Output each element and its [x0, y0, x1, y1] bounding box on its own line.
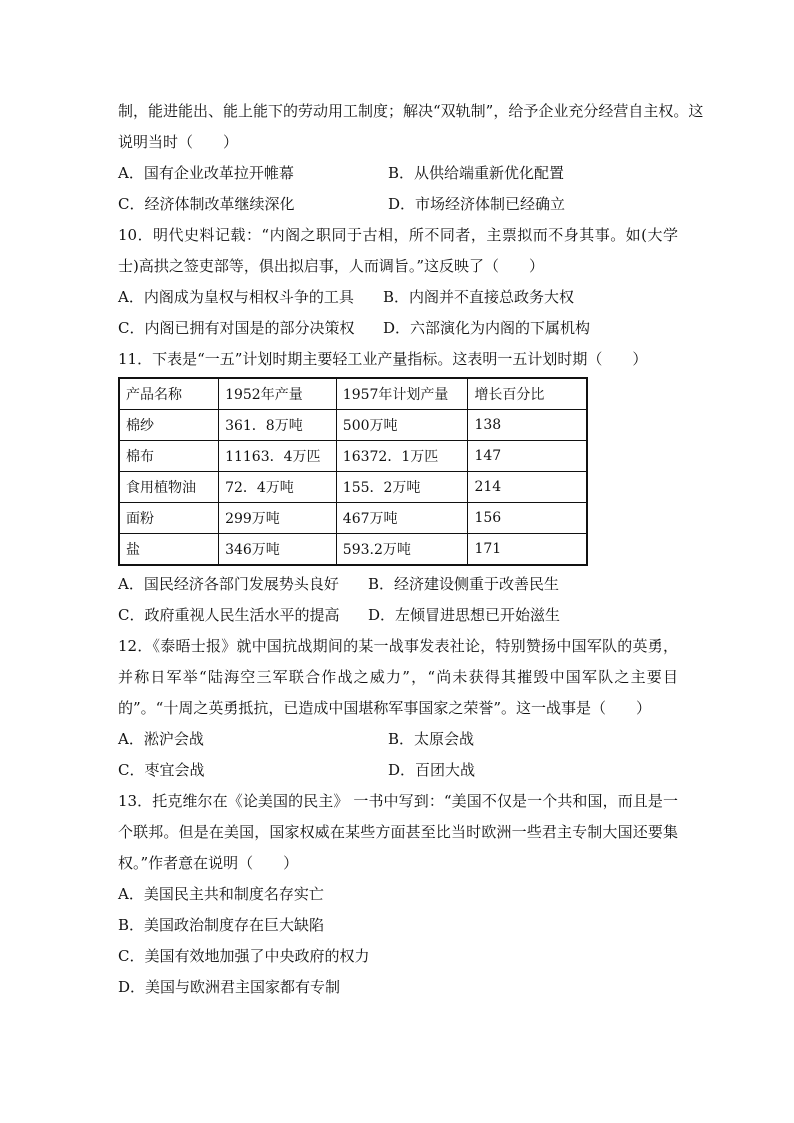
q10-option-b: B．内阁并不直接总政务大权 [383, 288, 575, 306]
q11-option-b: B．经济建设侧重于改善民生 [368, 575, 560, 593]
q9-option-a: A．国有企业改革拉开帷幕 [118, 164, 294, 182]
table-cell: 214 [468, 472, 587, 503]
table-cell: 500万吨 [336, 410, 468, 441]
table-cell: 593.2万吨 [336, 534, 468, 566]
table-header-cell: 产品名称 [119, 378, 219, 410]
q12-option-a: A．淞沪会战 [118, 730, 204, 748]
q12-text: 12．《泰晤士报》就中国抗战期间的某一战事发表社论，特别赞扬中国军队的英勇，并称日军举“陆海空三军联合作战之威力”，“尚未获得其摧毁中国军队之主要目的”。“十周之英勇抵抗，已造成中国堪称军事国家之荣誉”。这一战事是（ ） [118, 637, 678, 717]
table-cell: 棉纱 [119, 410, 219, 441]
q12-options-row1 [118, 724, 678, 755]
q10-options-row2 [118, 313, 678, 344]
table-row [119, 503, 587, 534]
q11-option-c: C．政府重视人民生活水平的提高 [118, 606, 340, 624]
table-cell: 147 [468, 441, 587, 472]
table-cell: 食用植物油 [119, 472, 219, 503]
q13-option-d: D．美国与欧洲君主国家都有专制 [118, 978, 341, 996]
table-header-cell: 1957年计划产量 [336, 378, 468, 410]
table-cell: 155．2万吨 [336, 472, 468, 503]
q11-text: 11．下表是“一五”计划时期主要轻工业产量指标。这表明一五计划时期（ ） [118, 350, 648, 368]
q10-option-c: C．内阁已拥有对国是的部分决策权 [118, 319, 355, 337]
table-header-cell: 增长百分比 [468, 378, 587, 410]
q13-option-b: B．美国政治制度存在巨大缺陷 [118, 916, 325, 934]
q13-text: 13．托克维尔在《论美国的民主》 一书中写到：“美国不仅是一个共和国，而且是一个联邦。但是在美国，国家权威在某些方面甚至比当时欧洲一些君主专制大国还要集权。”作者意在说明（ ） [118, 792, 678, 872]
table-cell: 138 [468, 410, 587, 441]
q9-option-b: B．从供给端重新优化配置 [388, 164, 565, 182]
table-cell: 72．4万吨 [219, 472, 337, 503]
table-cell: 16372．1万匹 [336, 441, 468, 472]
q12-option-b: B．太原会战 [388, 730, 475, 748]
q10-options-row1 [118, 282, 678, 313]
q9-text-line2: 说明当时（ ） [118, 133, 239, 151]
q11-option-a: A．国民经济各部门发展势头良好 [118, 575, 339, 593]
q12-option-c: C．枣宜会战 [118, 761, 205, 779]
q11-options-row1 [118, 569, 678, 600]
table-row [119, 441, 587, 472]
table-cell: 361．8万吨 [219, 410, 337, 441]
table-cell: 171 [468, 534, 587, 566]
q9-text-line1: 制，能进能出、能上能下的劳动用工制度；解决“双轨制”，给予企业充分经营自主权。这 [118, 102, 704, 120]
table-header-row [119, 378, 587, 410]
q13-option-a: A．美国民主共和制度名存实亡 [118, 885, 324, 903]
table-header-cell: 1952年产量 [219, 378, 337, 410]
q13-option-c: C．美国有效地加强了中央政府的权力 [118, 947, 370, 965]
q9-option-c: C．经济体制改革继续深化 [118, 195, 295, 213]
q9-options-row1 [118, 158, 678, 189]
q12-options-row2 [118, 755, 678, 786]
exam-page [118, 96, 704, 1003]
table-cell: 299万吨 [219, 503, 337, 534]
q9-option-d: D．市场经济体制已经确立 [388, 195, 566, 213]
table-cell: 面粉 [119, 503, 219, 534]
q11-table [118, 377, 588, 566]
table-cell: 156 [468, 503, 587, 534]
q9-options-row2 [118, 189, 678, 220]
table-cell: 11163．4万匹 [219, 441, 337, 472]
table-cell: 棉布 [119, 441, 219, 472]
q10-text: 10．明代史料记载：“内阁之职同于古相，所不同者，主票拟而不身其事。如(大学士)高拱之签吏部等，俱出拟启事，人而调旨。”这反映了（ ） [118, 226, 678, 275]
q10-option-d: D．六部演化为内阁的下属机构 [383, 319, 591, 337]
q11-options-row2 [118, 600, 678, 631]
q10-option-a: A．内阁成为皇权与相权斗争的工具 [118, 288, 354, 306]
table-cell: 467万吨 [336, 503, 468, 534]
q12-option-d: D．百团大战 [388, 761, 476, 779]
table-row [119, 472, 587, 503]
table-cell: 盐 [119, 534, 219, 566]
q11-option-d: D．左倾冒进思想已开始滋生 [368, 606, 561, 624]
table-cell: 346万吨 [219, 534, 337, 566]
table-row [119, 534, 587, 566]
table-row [119, 410, 587, 441]
